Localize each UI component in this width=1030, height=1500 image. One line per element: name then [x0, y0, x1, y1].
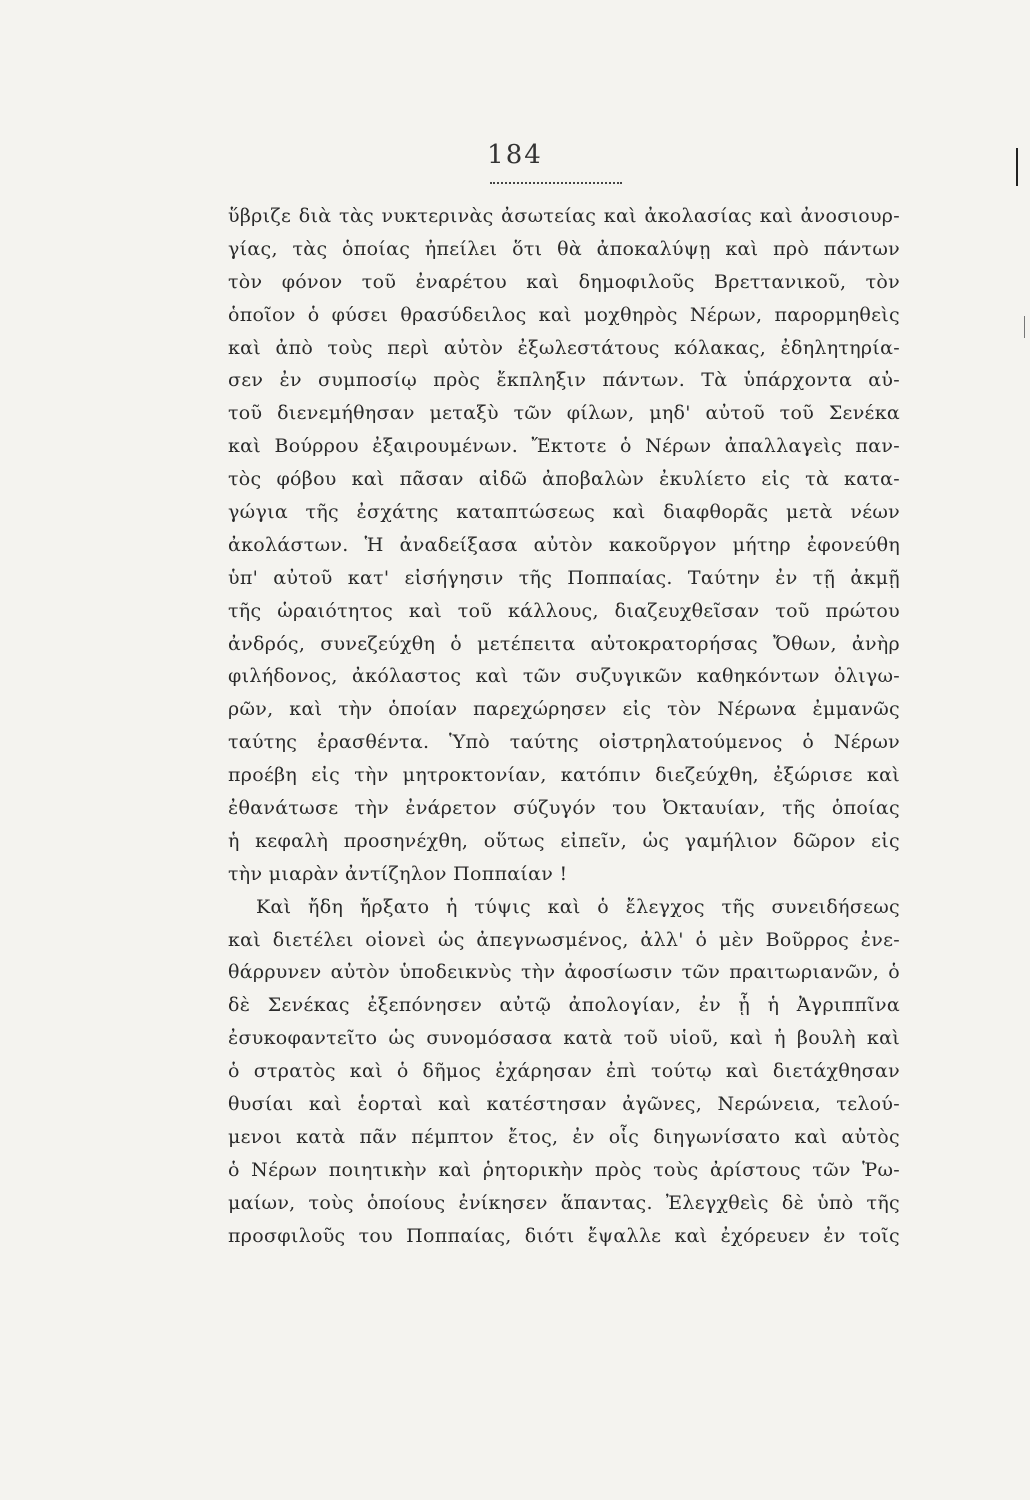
- text-line: καὶ ἀπὸ τοὺς περὶ αὐτὸν ἐξωλεστάτους κόλακας, ἐδηλητηρία-: [228, 336, 900, 359]
- text-line: καὶ Βούρρου ἐξαιρουμένων. Ἔκτοτε ὁ Νέρων ἀπαλλαγεὶς παν-: [228, 435, 900, 458]
- text-line: θάρρυνεν αὐτὸν ὑποδεικνὺς τὴν ἀφοσίωσιν τῶν πραιτωριανῶν, ὁ: [228, 961, 900, 984]
- text-line: γίας, τὰς ὁποίας ἠπείλει ὅτι θὰ ἀποκαλύψῃ καὶ πρὸ πάντων: [228, 237, 900, 260]
- text-line: ἐθανάτωσε τὴν ἐνάρετον σύζυγόν του Ὀκταυίαν, τῆς ὁποίας: [228, 797, 900, 820]
- text-line: προσφιλοῦς του Ποππαίας, διότι ἔψαλλε καὶ ἐχόρευεν ἐν τοῖς: [228, 1224, 900, 1247]
- text-line: ὁ στρατὸς καὶ ὁ δῆμος ἐχάρησαν ἐπὶ τούτῳ καὶ διετάχθησαν: [228, 1060, 900, 1083]
- text-line: τὸν φόνον τοῦ ἐναρέτου καὶ δημοφιλοῦς Βρεττανικοῦ, τὸν: [228, 270, 900, 293]
- text-line: ἡ κεφαλὴ προσηνέχθη, οὕτως εἰπεῖν, ὡς γαμήλιον δῶρον εἰς: [228, 829, 900, 852]
- text-line: τῆς ὡραιότητος καὶ τοῦ κάλλους, διαζευχθεῖσαν τοῦ πρώτου: [228, 599, 900, 622]
- text-line: σεν ἐν συμποσίῳ πρὸς ἔκπληξιν πάντων. Τὰ ὑπάρχοντα αὐ-: [228, 369, 900, 392]
- page-number: 184: [487, 140, 543, 170]
- text-line: ὁποῖον ὁ φύσει θρασύδειλος καὶ μοχθηρὸς Νέρων, παρορμηθεὶς: [228, 303, 900, 326]
- text-line: μενοι κατὰ πᾶν πέμπτον ἔτος, ἐν οἷς διηγωνίσατο καὶ αὐτὸς: [228, 1125, 900, 1148]
- text-line: ὕβριζε διὰ τὰς νυκτερινὰς ἀσωτείας καὶ ἀκολασίας καὶ ἀνοσιουρ-: [228, 205, 900, 227]
- text-line: καὶ διετέλει οἱονεὶ ὡς ἀπεγνωσμένος, ἀλλ' ὁ μὲν Βοῦρρος ἐνε-: [228, 928, 900, 951]
- scan-edge-mark-small: [1024, 316, 1025, 338]
- text-line: δὲ Σενέκας ἐξεπόνησεν αὐτῷ ἀπολογίαν, ἐν ᾗ ἡ Ἀγριππῖνα: [228, 994, 900, 1017]
- text-line: ὑπ' αὐτοῦ κατ' εἰσήγησιν τῆς Ποππαίας. Ταύτην ἐν τῇ ἀκμῇ: [228, 566, 900, 589]
- header-ornamental-rule: [490, 182, 622, 187]
- text-line-paragraph-start: Καὶ ἤδη ἤρξατο ἡ τύψις καὶ ὁ ἔλεγχος τῆς συνειδήσεως: [256, 895, 900, 918]
- text-line: τοῦ διενεμήθησαν μεταξὺ τῶν φίλων, μηδ' αὐτοῦ τοῦ Σενέκα: [228, 402, 900, 425]
- text-line: θυσίαι καὶ ἑορταὶ καὶ κατέστησαν ἀγῶνες, Νερώνεια, τελού-: [228, 1093, 900, 1116]
- text-line: ρῶν, καὶ τὴν ὁποίαν παρεχώρησεν εἰς τὸν Νέρωνα ἐμμανῶς: [228, 698, 900, 721]
- text-line: φιλήδονος, ἀκόλαστος καὶ τῶν συζυγικῶν καθηκόντων ὀλιγω-: [228, 665, 900, 688]
- text-line: ἀκολάστων. Ἡ ἀναδείξασα αὐτὸν κακοῦργον μήτηρ ἐφονεύθη: [228, 533, 900, 556]
- text-line-paragraph-end: τὴν μιαρὰν ἀντίζηλον Ποππαίαν !: [228, 862, 568, 885]
- text-line: γώγια τῆς ἐσχάτης καταπτώσεως καὶ διαφθορᾶς μετὰ νέων: [228, 501, 900, 524]
- text-line: μαίων, τοὺς ὁποίους ἐνίκησεν ἅπαντας. Ἐλεγχθεὶς δὲ ὑπὸ τῆς: [228, 1191, 900, 1214]
- text-line: ἐσυκοφαντεῖτο ὡς συνομόσασα κατὰ τοῦ υἱοῦ, καὶ ἡ βουλὴ καὶ: [228, 1027, 900, 1050]
- text-line: ὁ Νέρων ποιητικὴν καὶ ῥητορικὴν πρὸς τοὺς ἀρίστους τῶν Ῥω-: [228, 1158, 900, 1181]
- text-line: τὸς φόβου καὶ πᾶσαν αἰδῶ ἀποβαλὼν ἐκυλίετο εἰς τὰ κατα-: [228, 468, 900, 491]
- text-line: προέβη εἰς τὴν μητροκτονίαν, κατόπιν διεζεύχθη, ἐξώρισε καὶ: [228, 764, 900, 787]
- body-text: [228, 200, 900, 1253]
- text-line: ταύτης ἐρασθέντα. Ὑπὸ ταύτης οἰστρηλατούμενος ὁ Νέρων: [228, 731, 900, 754]
- text-line: ἀνδρός, συνεζεύχθη ὁ μετέπειτα αὐτοκρατορήσας Ὄθων, ἀνὴρ: [228, 632, 900, 655]
